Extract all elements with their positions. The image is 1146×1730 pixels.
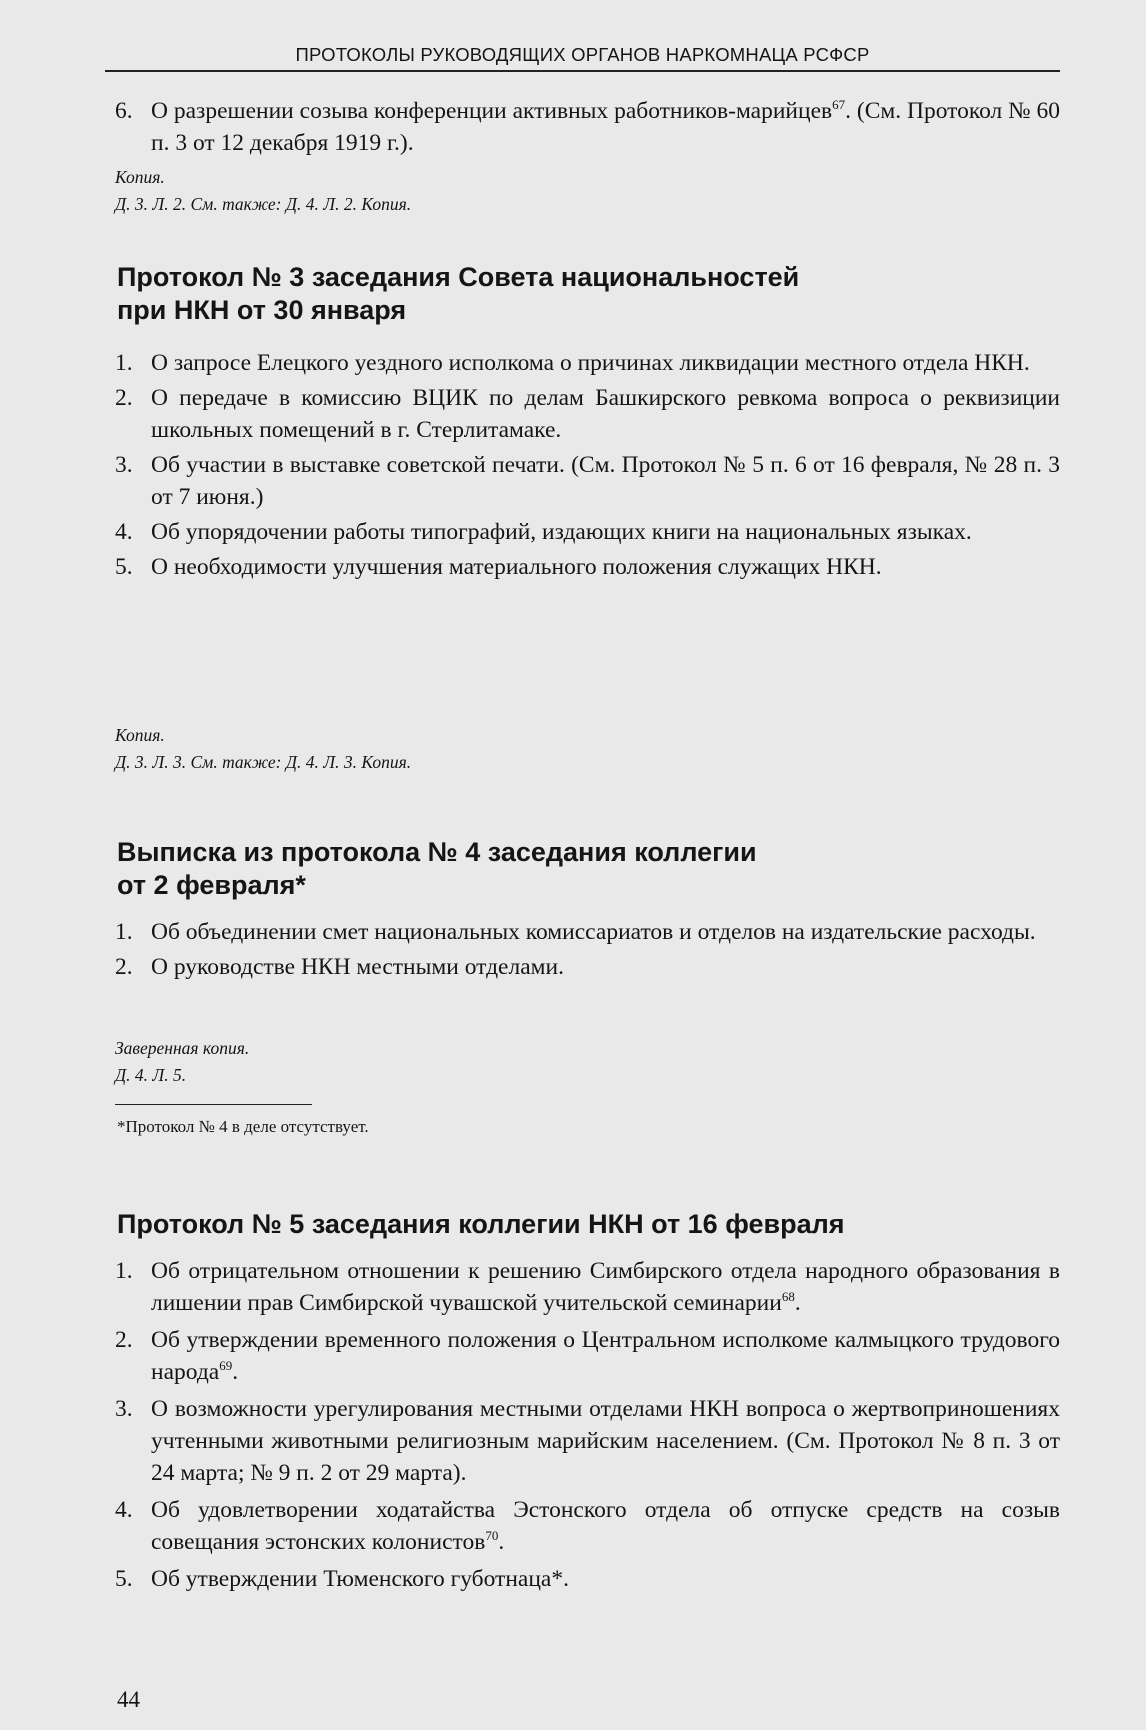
item-number: 1.: [115, 919, 133, 945]
archival-note-line: Д. 3. Л. 2. См. также: Д. 4. Л. 2. Копия.: [115, 194, 412, 214]
archival-note: [115, 1035, 1060, 1089]
item-text: Об участии в выставке советской печати. (См. Протокол № 5 п. 6 от 16 февраля, № 28 п. 3 от 7 июня.): [151, 452, 1060, 510]
archival-note: [115, 164, 1060, 218]
item-number: 2.: [115, 385, 133, 411]
header-rule: [105, 70, 1060, 72]
heading-line: Выписка из протокола № 4 заседания коллегии: [117, 837, 757, 867]
archival-note-line: Д. 4. Л. 5.: [115, 1065, 187, 1085]
list-item: [115, 95, 1060, 159]
item-number: 2.: [115, 954, 133, 980]
item-text-tail: .: [232, 1359, 239, 1385]
page-number: 44: [117, 1687, 140, 1712]
footnote-ref: 70: [485, 1528, 499, 1544]
item-number: 3.: [115, 452, 133, 478]
archival-note-line: Копия.: [115, 167, 165, 187]
footnote-rule: [115, 1104, 312, 1105]
archival-note-line: Заверенная копия.: [115, 1038, 250, 1058]
footnote-ref: 67: [832, 97, 846, 113]
item-number: 5.: [115, 554, 133, 580]
list-item: [115, 951, 1060, 983]
section-heading-protocol-4: [117, 836, 1062, 902]
heading-line: от 2 февраля*: [117, 870, 306, 900]
list-item: [115, 1563, 1060, 1595]
item-number: 2.: [115, 1327, 133, 1353]
item-text-tail: . (См. Протокол № 60 п. 3 от 12 декабря 1919 г.).: [151, 98, 1061, 156]
item-text: Об удовлетворении ходатайства Эстонского отдела об отпуске средств на созыв совещания эстонских колонистов: [151, 1497, 1060, 1555]
list-item: [115, 1324, 1060, 1388]
item-number: 3.: [115, 1396, 133, 1422]
item-text: Об отрицательном отношении к решению Симбирского отдела народного образования в лишении прав Симбирской чувашской учительской семинарии: [151, 1258, 1060, 1316]
footnote-ref: 68: [781, 1289, 795, 1305]
section-heading-protocol-3: [117, 261, 1062, 327]
item-text: О руководстве НКН местными отделами.: [151, 954, 564, 980]
item-number: 5.: [115, 1566, 133, 1592]
footnote-ref: 69: [219, 1358, 233, 1374]
item-text: О необходимости улучшения материального положения служащих НКН.: [151, 554, 882, 580]
item-text: Об упорядочении работы типографий, издающих книги на национальных языках.: [151, 519, 972, 545]
item-text: О разрешении созыва конференции активных работников-марийцев: [151, 98, 833, 124]
heading-line: при НКН от 30 января: [117, 295, 407, 325]
item-text: Об утверждении Тюменского губотнаца*.: [151, 1566, 569, 1592]
item-text-tail: .: [498, 1529, 505, 1555]
item-number: 4.: [115, 1497, 133, 1523]
list-item: [115, 382, 1060, 446]
item-text: О возможности урегулирования местными отделами НКН вопроса о жертвоприношениях учтенными животными религиозным марийским населением. (См. Протокол № 8 п. 3 от 24 марта; № 9 п. 2 от 29 марта).: [151, 1396, 1060, 1486]
item-number: 1.: [115, 1258, 133, 1284]
list-item: [115, 449, 1060, 513]
section-heading-protocol-5: [117, 1208, 1062, 1241]
list-item: [115, 1393, 1060, 1489]
item-number: 1.: [115, 350, 133, 376]
list-item: [115, 1255, 1060, 1319]
item-text-tail: .: [794, 1290, 801, 1316]
list-item: [115, 516, 1060, 548]
list-item: [115, 1494, 1060, 1558]
archival-note-line: Д. 3. Л. 3. См. также: Д. 4. Л. 3. Копия.: [115, 752, 412, 772]
archival-note-line: Копия.: [115, 725, 165, 745]
item-number: 4.: [115, 519, 133, 545]
item-text: О запросе Елецкого уездного исполкома о причинах ликвидации местного отдела НКН.: [151, 350, 1030, 376]
protocol-5-list: [115, 1255, 1060, 1595]
heading-line: Протокол № 5 заседания коллегии НКН от 16 февраля: [117, 1209, 845, 1239]
protocol-3-list: [115, 347, 1060, 583]
item-number: 6.: [115, 98, 133, 124]
heading-line: Протокол № 3 заседания Совета национальностей: [117, 262, 800, 292]
item-text: О передаче в комиссию ВЦИК по делам Башкирского ревкома вопроса о реквизиции школьных помещений в г. Стерлитамаке.: [151, 385, 1060, 443]
footnote: *Протокол № 4 в деле отсутствует.: [117, 1117, 369, 1136]
protocol-4-list: [115, 916, 1060, 983]
archival-note: [115, 722, 1060, 776]
list-item: [115, 916, 1060, 948]
item-text: Об утверждении временного положения о Центральном исполкоме калмыцкого трудового народа: [151, 1327, 1060, 1385]
list-item: [115, 347, 1060, 379]
carryover-item-6: [115, 95, 1060, 159]
item-text: Об объединении смет национальных комиссариатов и отделов на издательские расходы.: [151, 919, 1036, 945]
list-item: [115, 551, 1060, 583]
running-header: ПРОТОКОЛЫ РУКОВОДЯЩИХ ОРГАНОВ НАРКОМНАЦА РСФСР: [295, 44, 870, 65]
